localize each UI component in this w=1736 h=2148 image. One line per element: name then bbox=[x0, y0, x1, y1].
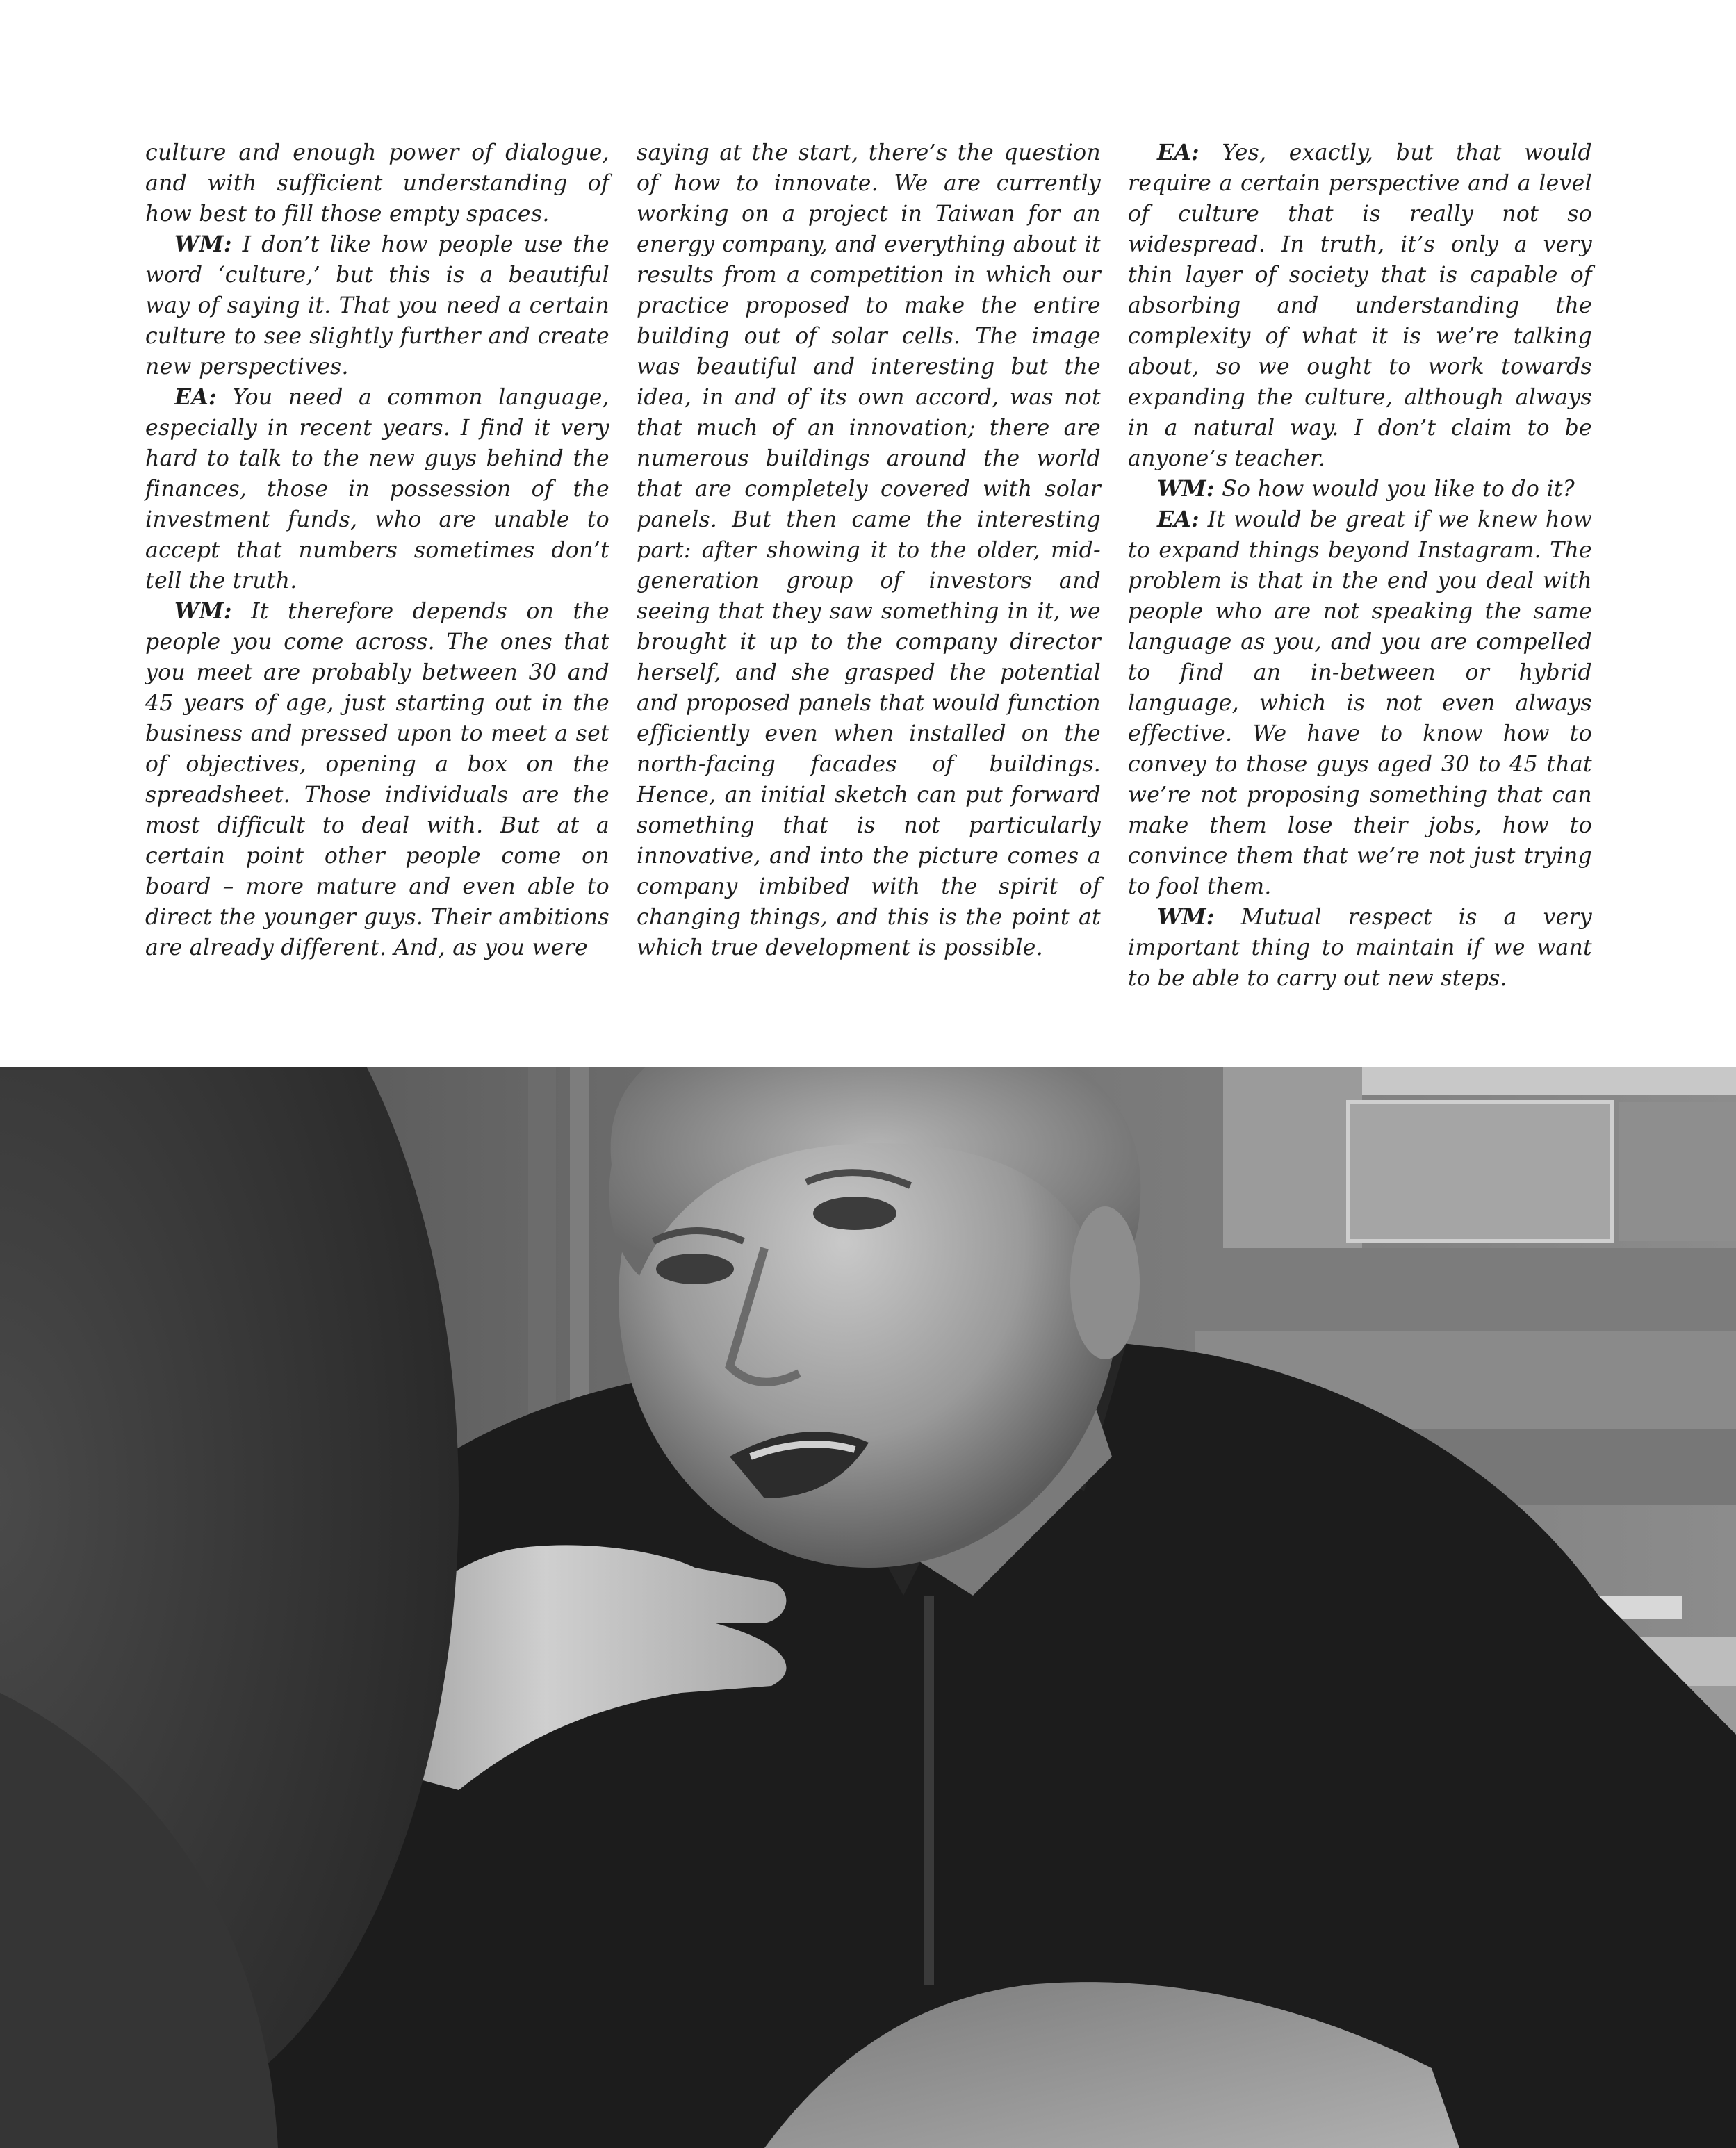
paragraph-text: It would be great if we knew how to expand things beyond Instagram. The problem is that in the end you deal with people who are not speaking the same language as you, and you are compelled to find an in-between or hybrid language, which is not even always effective. We have to know how to convey to those guys aged 30 to 45 that we’re not proposing something that can make them lose their jobs, how to convince them that we’re not just trying to fool them. bbox=[1128, 507, 1592, 899]
paragraph-text: It therefore depends on the people you come across. The ones that you meet are probably between 30 and 45 years of age, just starting out in the business and pressed upon to meet a set of objectives, opening a box on the spreadsheet. Those individuals are the most difficult to deal with. But at a certain point other people come on board – more mature and even able to direct the younger guys. Their ambitions are already different. And, as you were bbox=[145, 599, 609, 960]
text-column-2 bbox=[637, 138, 1101, 963]
paragraph bbox=[145, 596, 609, 963]
paragraph bbox=[637, 138, 1101, 963]
paragraph bbox=[145, 382, 609, 596]
speaker-label: WM: bbox=[1157, 904, 1215, 930]
text-column-3 bbox=[1128, 138, 1592, 994]
paragraph bbox=[1128, 474, 1592, 505]
speaker-label: EA: bbox=[174, 384, 217, 410]
paragraph bbox=[145, 229, 609, 382]
article-body bbox=[145, 138, 1592, 991]
paragraph bbox=[1128, 505, 1592, 902]
paragraph-text: You need a common language, especially in recent years. I find it very hard to talk to the new guys behind the finances, those in possession of the investment funds, who are unable to accept that numbers sometimes don’t tell the truth. bbox=[145, 385, 609, 593]
speaker-label: EA: bbox=[1157, 507, 1199, 532]
speaker-label: WM: bbox=[174, 598, 232, 624]
photo-illustration bbox=[0, 1067, 1736, 2148]
interview-photo bbox=[0, 1067, 1736, 2148]
paragraph-text: saying at the start, there’s the question of how to innovate. We are currently working on a project in Taiwan for an energy company, and everything about it results from a competition in which our practice proposed to make the entire building out of solar cells. The image was beautiful and interesting but the idea, in and of its own accord, was not that much of an innovation; there are numerous buildings around the world that are completely covered with solar panels. But then came the interesting part: after showing it to the older, mid-generation group of investors and seeing that they saw something in it, we brought it up to the company director herself, and she grasped the potential and proposed panels that would function efficiently even when installed on the north-facing facades of buildings. Hence, an initial sketch can put forward something that is not particularly innovative, and into the picture comes a company imbibed with the spirit of changing things, and this is the point at which true development is possible. bbox=[637, 140, 1101, 960]
paragraph bbox=[1128, 138, 1592, 474]
paragraph bbox=[1128, 902, 1592, 994]
speaker-label: WM: bbox=[1157, 476, 1215, 502]
paragraph-text: I don’t like how people use the word ‘culture,’ but this is a beautiful way of saying it. That you need a certain culture to see slightly further and create new perspectives. bbox=[145, 232, 609, 379]
paragraph-text: Mutual respect is a very important thing to maintain if we want to be able to carry out new steps. bbox=[1128, 905, 1592, 991]
paragraph bbox=[145, 138, 609, 229]
speaker-label: EA: bbox=[1157, 140, 1199, 165]
text-column-1 bbox=[145, 138, 609, 963]
paragraph-text: Yes, exactly, but that would require a certain perspective and a level of culture that is really not so widespread. In truth, it’s only a very thin layer of society that is capable of absorbing and understanding the complexity of what it is we’re talking about, so we ought to work towards expanding the culture, although always in a natural way. I don’t claim to be anyone’s teacher. bbox=[1128, 140, 1592, 471]
paragraph-text: culture and enough power of dialogue, and with sufficient understanding of how best to fill those empty spaces. bbox=[145, 140, 609, 227]
speaker-label: WM: bbox=[174, 231, 232, 257]
paragraph-text: So how would you like to do it? bbox=[1214, 477, 1575, 502]
